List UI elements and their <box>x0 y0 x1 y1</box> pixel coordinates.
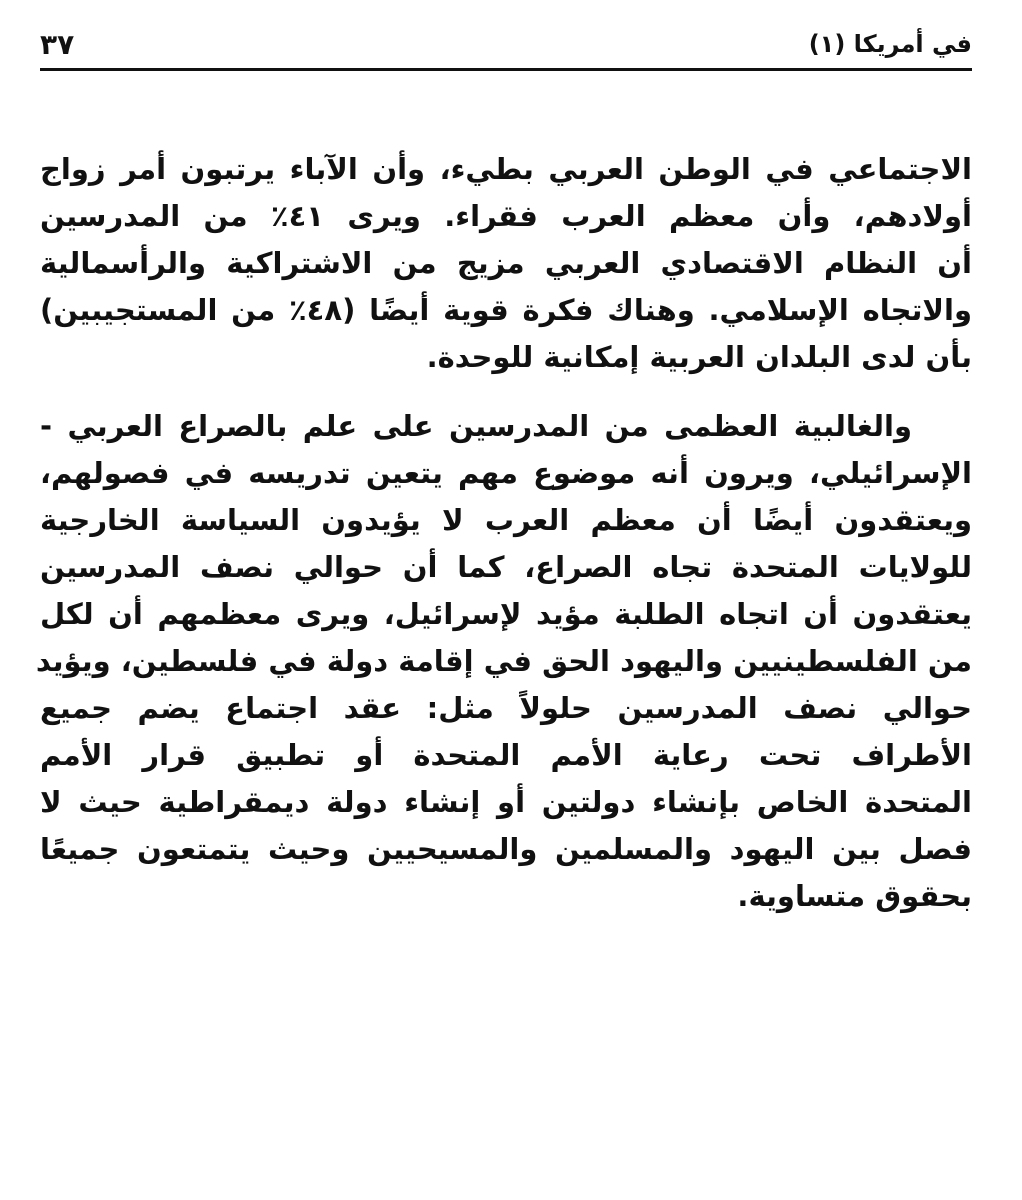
text-line: يعتقدون أن اتجاه الطلبة مؤيد لإسرائيل، ويرى معظمهم أن لكل <box>40 597 972 631</box>
text-line: من الفلسطينيين واليهود الحق في إقامة دولة في فلسطين، ويؤيد <box>35 644 972 678</box>
text-line: ويعتقدون أيضًا أن معظم العرب لا يؤيدون السياسة الخارجية <box>40 503 972 537</box>
text-line: المتحدة الخاص بإنشاء دولتين أو إنشاء دولة ديمقراطية حيث لا <box>40 785 972 819</box>
text-line: الأطراف تحت رعاية الأمم المتحدة أو تطبيق قرار الأمم <box>40 738 972 772</box>
page-header <box>40 28 972 68</box>
text-line: والغالبية العظمى من المدرسين على علم بالصراع العربي - <box>40 409 912 443</box>
text-line: بأن لدى البلدان العربية إمكانية للوحدة. <box>426 340 972 374</box>
paragraph-2 <box>35 403 972 920</box>
paragraph-gap <box>40 381 972 403</box>
text-line: الاجتماعي في الوطن العربي بطيء، وأن الآباء يرتبون أمر زواج <box>40 152 972 186</box>
body-text <box>35 146 972 920</box>
text-line: الإسرائيلي، ويرون أنه موضوع مهم يتعين تدريسه في فصولهم، <box>40 456 972 490</box>
paragraph-1 <box>40 146 972 381</box>
text-line: للولايات المتحدة تجاه الصراع، كما أن حوالي نصف المدرسين <box>40 550 972 584</box>
running-title: في أمريكا (١) <box>808 30 972 58</box>
text-line: حوالي نصف المدرسين حلولاً مثل: عقد اجتماع يضم جميع <box>40 691 972 725</box>
header-rule <box>40 68 972 71</box>
text-line: والاتجاه الإسلامي. وهناك فكرة قوية أيضًا (٤٨٪ من المستجيبين) <box>40 293 972 327</box>
text-line: أن النظام الاقتصادي العربي مزيج من الاشتراكية والرأسمالية <box>40 246 972 280</box>
page-number: ٣٧ <box>40 28 75 61</box>
text-line: بحقوق متساوية. <box>737 879 972 913</box>
text-line: فصل بين اليهود والمسلمين والمسيحيين وحيث يتمتعون جميعًا <box>40 832 972 866</box>
text-line: أولادهم، وأن معظم العرب فقراء. ويرى ٤١٪ من المدرسين <box>40 199 972 233</box>
